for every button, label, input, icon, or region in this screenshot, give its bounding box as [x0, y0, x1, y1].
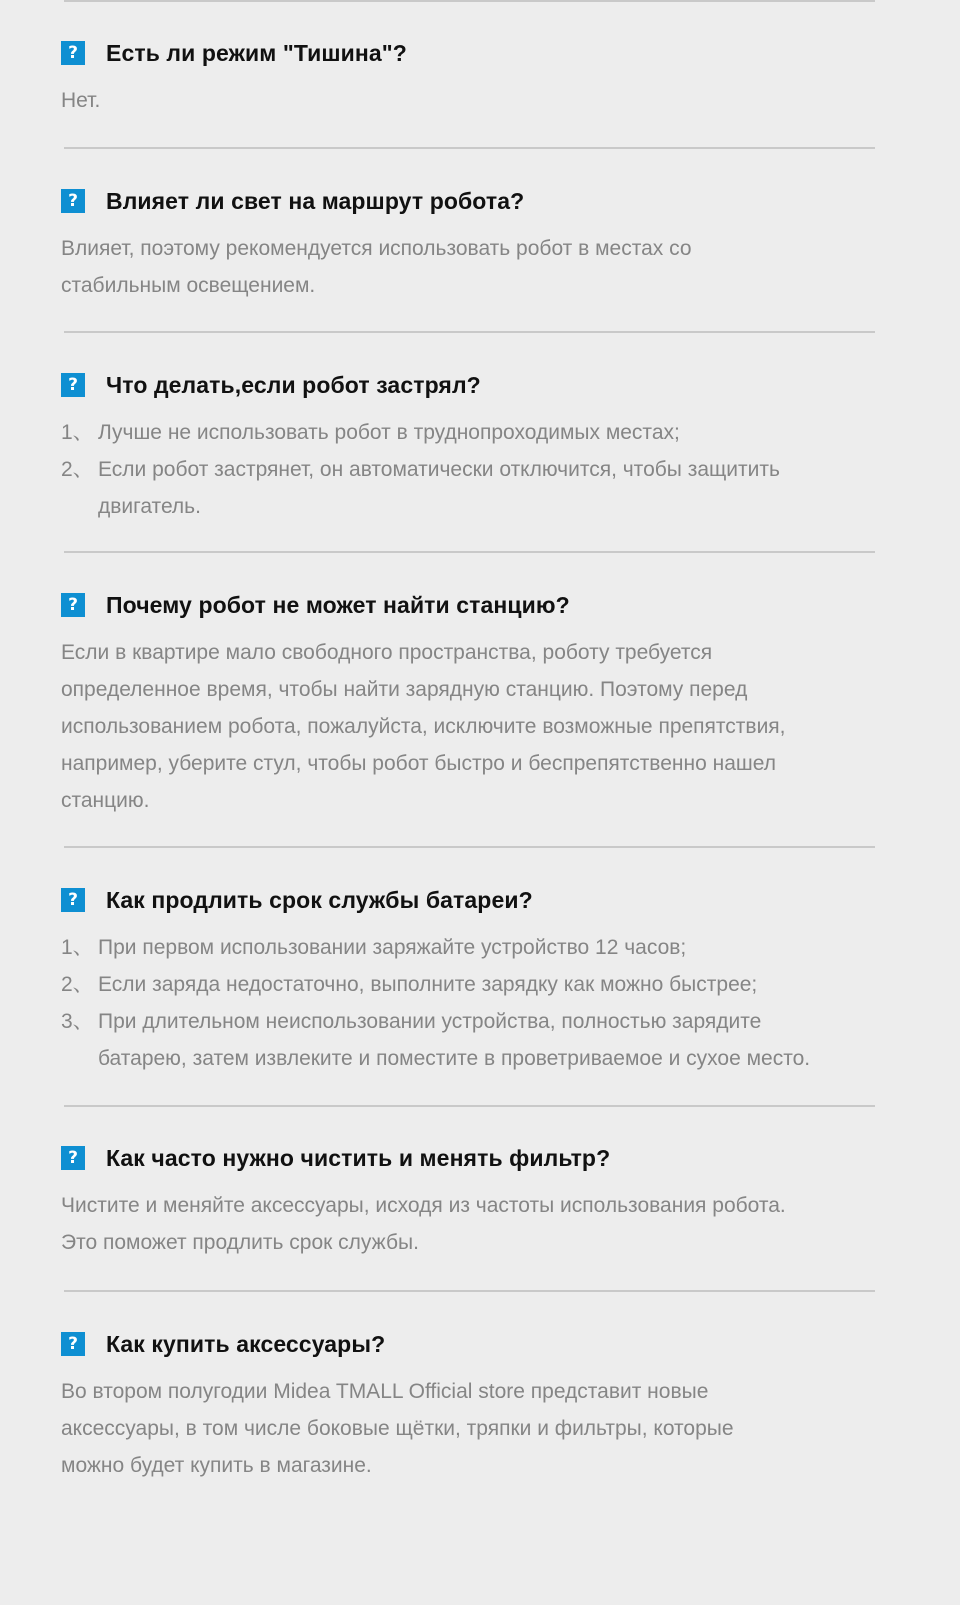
faq-answer	[61, 230, 891, 304]
answer-line: аксессуары, в том числе боковые щётки, тряпки и фильтры, которые	[61, 1417, 734, 1440]
question-mark-icon: ?	[61, 1146, 85, 1170]
list-text: Лучше не использовать робот в труднопроходимых местах;	[98, 421, 680, 444]
divider	[64, 1290, 875, 1292]
question-mark-icon: ?	[61, 888, 85, 912]
question-text: Что делать,если робот застрял?	[106, 371, 481, 398]
list-number: 2、	[61, 973, 94, 996]
list-item	[61, 1003, 891, 1077]
answer-line: определенное время, чтобы найти зарядную станцию. Поэтому перед	[61, 678, 748, 701]
faq-question	[61, 188, 524, 214]
answer-line: Нет.	[61, 89, 101, 112]
faq-question	[61, 887, 533, 913]
faq-answer	[61, 414, 891, 525]
faq-question	[61, 40, 407, 66]
list-text: При первом использовании заряжайте устройство 12 часов;	[98, 936, 687, 959]
answer-line: использованием робота, пожалуйста, исключите возможные препятствия,	[61, 715, 786, 738]
question-text: Есть ли режим "Тишина"?	[106, 39, 407, 66]
faq-question	[61, 1145, 610, 1171]
faq-answer	[61, 82, 891, 119]
faq-answer	[61, 1373, 891, 1484]
question-mark-icon: ?	[61, 373, 85, 397]
answer-line: например, уберите стул, чтобы робот быстро и беспрепятственно нашел	[61, 752, 776, 775]
divider	[64, 1105, 875, 1107]
question-mark-icon: ?	[61, 593, 85, 617]
answer-line: Чистите и меняйте аксессуары, исходя из частоты использования робота.	[61, 1194, 786, 1217]
list-text-line: Если робот застрянет, он автоматически отключится, чтобы защитить	[98, 458, 780, 481]
answer-line: станцию.	[61, 789, 150, 812]
list-text	[98, 451, 891, 525]
list-text-line: двигатель.	[98, 495, 201, 518]
list-item	[61, 929, 891, 966]
list-item	[61, 451, 891, 525]
faq-answer	[61, 634, 891, 819]
list-item	[61, 414, 891, 451]
list-number: 1、	[61, 421, 94, 444]
faq-question	[61, 372, 481, 398]
question-mark-icon: ?	[61, 1332, 85, 1356]
answer-line: Влияет, поэтому рекомендуется использовать робот в местах со	[61, 237, 692, 260]
list-text	[98, 1003, 891, 1077]
answer-line: Во втором полугодии Midea TMALL Official store представит новые	[61, 1380, 709, 1403]
faq-answer	[61, 929, 891, 1077]
list-number: 2、	[61, 458, 94, 481]
divider	[64, 331, 875, 333]
faq-question	[61, 1331, 385, 1357]
faq-question	[61, 592, 570, 618]
answer-line: Это поможет продлить срок службы.	[61, 1231, 419, 1254]
question-text: Как купить аксессуары?	[106, 1330, 386, 1357]
answer-line: стабильным освещением.	[61, 274, 316, 297]
question-text: Как продлить срок службы батареи?	[106, 886, 533, 913]
divider	[64, 846, 875, 848]
list-text-line: При длительном неиспользовании устройства, полностью зарядите	[98, 1010, 762, 1033]
question-mark-icon: ?	[61, 189, 85, 213]
list-number: 1、	[61, 936, 94, 959]
question-text: Влияет ли свет на маршрут робота?	[106, 187, 525, 214]
question-text: Почему робот не может найти станцию?	[106, 591, 570, 618]
question-text: Как часто нужно чистить и менять фильтр?	[106, 1144, 611, 1171]
answer-line: можно будет купить в магазине.	[61, 1454, 372, 1477]
list-number: 3、	[61, 1010, 94, 1033]
list-text: Если заряда недостаточно, выполните зарядку как можно быстрее;	[98, 973, 758, 996]
list-item	[61, 966, 891, 1003]
faq-answer	[61, 1187, 891, 1261]
question-mark-icon: ?	[61, 41, 85, 65]
answer-line: Если в квартире мало свободного пространства, роботу требуется	[61, 641, 713, 664]
divider	[64, 0, 875, 2]
divider	[64, 147, 875, 149]
divider	[64, 551, 875, 553]
list-text-line: батарею, затем извлеките и поместите в проветриваемое и сухое место.	[98, 1047, 811, 1070]
